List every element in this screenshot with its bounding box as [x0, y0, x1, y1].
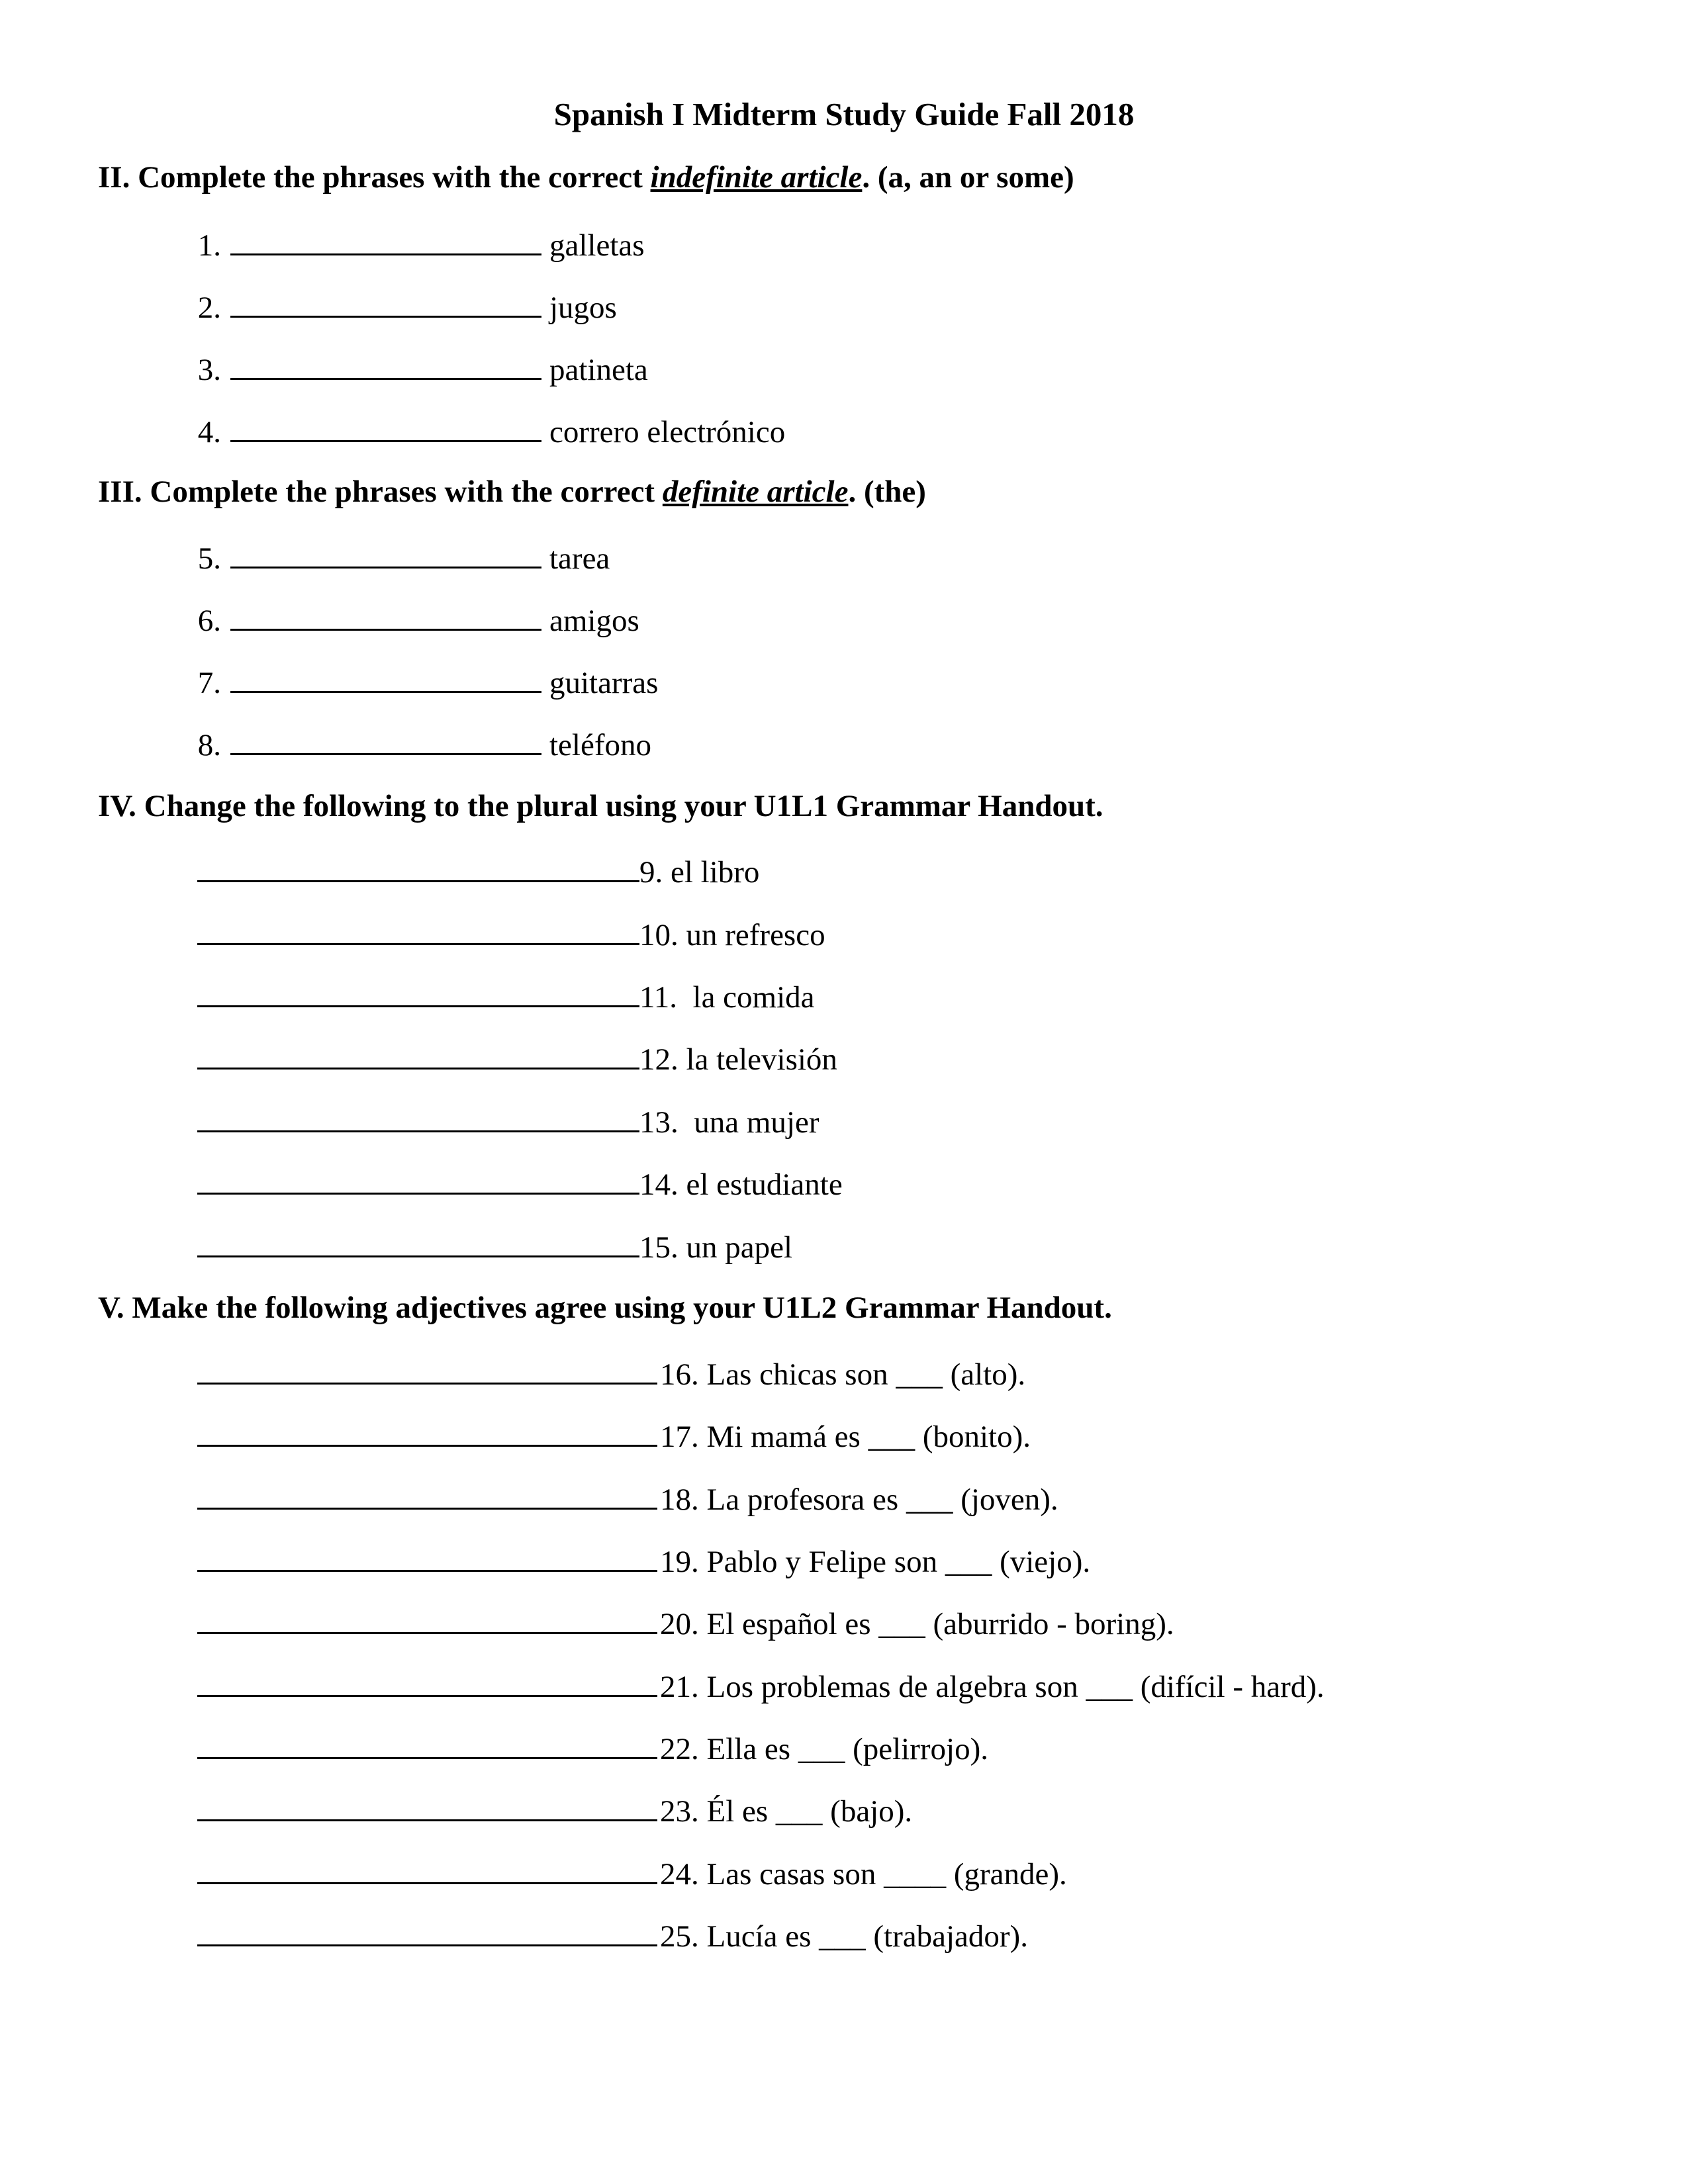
question-1 [192, 228, 645, 261]
question-14 [197, 1167, 843, 1201]
question-word: correro electrónico [549, 415, 786, 449]
question-9 [197, 855, 759, 888]
section-3-heading-emphasis: definite article [662, 475, 849, 509]
question-text: 11. la comida [639, 980, 815, 1015]
question-word: patineta [549, 353, 648, 387]
question-text: 18. La profesora es ___ (joven). [660, 1482, 1058, 1517]
section-3-heading-text: III. Complete the phrases with the correct [98, 475, 663, 509]
answer-blank-15[interactable] [197, 1230, 639, 1257]
question-word: jugos [549, 291, 617, 325]
question-20 [197, 1607, 1174, 1640]
question-number: 5. [197, 541, 221, 576]
answer-blank-11[interactable] [197, 980, 639, 1007]
question-number: 8. [197, 728, 221, 762]
question-word: tarea [549, 541, 610, 576]
answer-blank-2[interactable] [230, 291, 541, 318]
answer-blank-23[interactable] [197, 1794, 657, 1821]
answer-blank-16[interactable] [197, 1357, 657, 1385]
section-3-heading-suffix: . (the) [848, 475, 926, 509]
question-text: 17. Mi mamá es ___ (bonito). [660, 1420, 1031, 1454]
question-word: galletas [549, 228, 645, 263]
question-6 [192, 604, 639, 637]
question-13 [197, 1105, 820, 1138]
question-text: 12. la televisión [639, 1042, 837, 1077]
answer-blank-3[interactable] [230, 353, 541, 380]
question-22 [197, 1732, 988, 1765]
answer-blank-19[interactable] [197, 1545, 657, 1572]
question-word: amigos [549, 604, 639, 638]
answer-blank-22[interactable] [197, 1732, 657, 1759]
question-number: 1. [197, 228, 221, 263]
answer-blank-13[interactable] [197, 1105, 639, 1132]
answer-blank-24[interactable] [197, 1857, 657, 1884]
section-2-heading-emphasis: indefinite article [650, 160, 863, 195]
answer-blank-17[interactable] [197, 1420, 657, 1447]
question-text: 13. una mujer [639, 1105, 820, 1140]
question-24 [197, 1857, 1067, 1890]
question-10 [197, 918, 825, 951]
section-3-heading [98, 477, 926, 508]
question-number: 3. [197, 353, 221, 387]
question-16 [197, 1357, 1025, 1390]
question-word: teléfono [549, 728, 651, 762]
question-word: guitarras [549, 666, 659, 700]
question-25 [197, 1919, 1028, 1952]
answer-blank-25[interactable] [197, 1919, 657, 1946]
section-5-heading: V. Make the following adjectives agree using your U1L2 Grammar Handout. [98, 1291, 1112, 1325]
answer-blank-21[interactable] [197, 1670, 657, 1697]
question-4 [192, 415, 785, 448]
question-number: 6. [197, 604, 221, 638]
question-5 [192, 541, 610, 574]
answer-blank-9[interactable] [197, 855, 639, 882]
question-text: 15. un papel [639, 1230, 793, 1265]
answer-blank-4[interactable] [230, 415, 541, 442]
answer-blank-20[interactable] [197, 1607, 657, 1634]
question-text: 16. Las chicas son ___ (alto). [660, 1357, 1026, 1392]
question-text: 25. Lucía es ___ (trabajador). [660, 1919, 1028, 1954]
question-7 [192, 666, 658, 699]
question-8 [192, 728, 651, 761]
question-text: 20. El español es ___ (aburrido - boring). [660, 1607, 1174, 1641]
question-number: 2. [197, 291, 221, 325]
question-17 [197, 1420, 1031, 1453]
section-2-heading-text: II. Complete the phrases with the correct [98, 160, 651, 195]
question-text: 24. Las casas son ____ (grande). [660, 1857, 1067, 1891]
answer-blank-6[interactable] [230, 604, 541, 631]
section-2-heading [98, 162, 1074, 193]
question-text: 21. Los problemas de algebra son ___ (difícil - hard). [660, 1670, 1325, 1704]
answer-blank-1[interactable] [230, 228, 541, 255]
question-text: 23. Él es ___ (bajo). [660, 1794, 913, 1829]
question-15 [197, 1230, 792, 1263]
question-11 [197, 980, 815, 1013]
question-2 [192, 291, 617, 324]
question-23 [197, 1794, 912, 1827]
section-4-heading: IV. Change the following to the plural using your U1L1 Grammar Handout. [98, 789, 1103, 823]
answer-blank-12[interactable] [197, 1042, 639, 1069]
section-2-heading-suffix: . (a, an or some) [862, 160, 1074, 195]
question-21 [197, 1670, 1325, 1703]
question-text: 19. Pablo y Felipe son ___ (viejo). [660, 1545, 1091, 1579]
answer-blank-18[interactable] [197, 1482, 657, 1510]
question-3 [192, 353, 648, 386]
question-18 [197, 1482, 1058, 1516]
question-text: 10. un refresco [639, 918, 825, 952]
answer-blank-8[interactable] [230, 728, 541, 755]
question-text: 14. el estudiante [639, 1167, 843, 1202]
answer-blank-5[interactable] [230, 541, 541, 569]
answer-blank-10[interactable] [197, 918, 639, 945]
question-number: 4. [197, 415, 221, 449]
question-19 [197, 1545, 1090, 1578]
answer-blank-14[interactable] [197, 1167, 639, 1195]
question-text: 22. Ella es ___ (pelirrojo). [660, 1732, 988, 1766]
question-number: 7. [197, 666, 221, 700]
question-text: 9. el libro [639, 855, 760, 889]
page-title: Spanish I Midterm Study Guide Fall 2018 [553, 96, 1135, 132]
question-12 [197, 1042, 837, 1075]
answer-blank-7[interactable] [230, 666, 541, 693]
